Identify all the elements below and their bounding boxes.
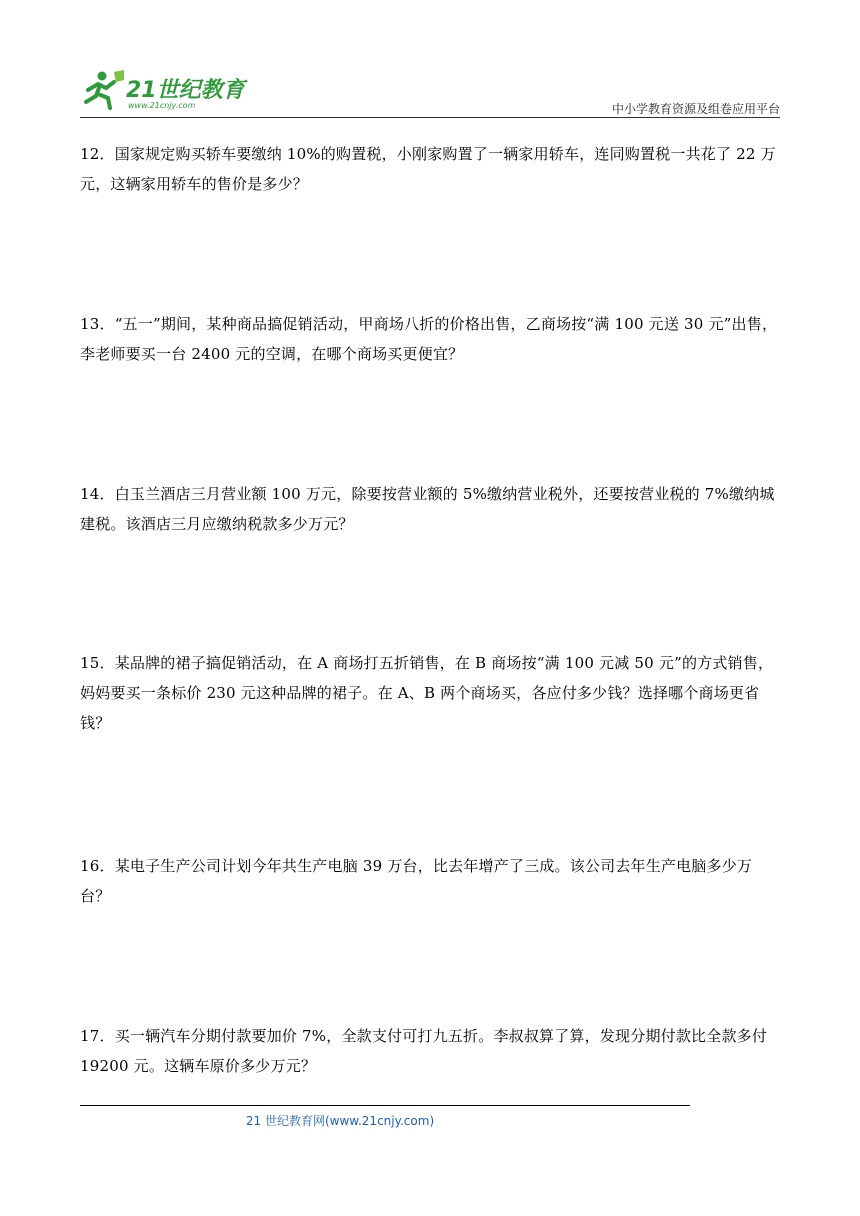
site-logo [80, 68, 250, 110]
question-number: 12． [80, 145, 115, 163]
question-text: 买一辆汽车分期付款要加价 7%，全款支付可打九五折。李叔叔算了算，发现分期付款比全款多付 19200 元。这辆车原价多少万元？ [80, 1027, 768, 1075]
page-header [80, 66, 780, 118]
question-text: 国家规定购买轿车要缴纳 10%的购置税，小刚家购置了一辆家用轿车，连同购置税一共花了 22 万元，这辆家用轿车的售价是多少？ [80, 145, 776, 193]
question-text: 白玉兰酒店三月营业额 100 万元，除要按营业额的 5%缴纳营业税外，还要按营业税的 7%缴纳城建税。该酒店三月应缴纳税款多少万元？ [80, 485, 775, 533]
question-13 [80, 309, 780, 369]
question-number: 16． [80, 857, 115, 875]
question-text: 某品牌的裙子搞促销活动，在 A 商场打五折销售，在 B 商场按“满 100 元减 50 元”的方式销售，妈妈要买一条标价 230 元这种品牌的裙子。在 A、B 两个商场买，各应付多少钱？选择哪个商场更省钱？ [80, 654, 774, 732]
header-platform-text: 中小学教育资源及组卷应用平台 [611, 102, 780, 116]
question-text: 某电子生产公司计划今年共生产电脑 39 万台，比去年增产了三成。该公司去年生产电脑多少万台？ [80, 857, 753, 905]
svg-text:www.21cnjy.com: www.21cnjy.com [128, 101, 196, 110]
question-12 [80, 139, 780, 199]
question-number: 15． [80, 654, 115, 672]
question-text: “五一”期间，某种商品搞促销活动，甲商场八折的价格出售，乙商场按“满 100 元送 30 元”出售，李老师要买一台 2400 元的空调，在哪个商场买更便宜？ [80, 315, 778, 363]
footer-link[interactable]: 21 世纪教育网(www.21cnjy.com) [245, 1114, 435, 1128]
question-number: 14． [80, 485, 115, 503]
question-14 [80, 479, 780, 539]
question-15 [80, 648, 780, 738]
question-17 [80, 1021, 780, 1081]
header-divider [80, 117, 780, 118]
question-number: 13． [80, 315, 115, 333]
svg-text:21世纪教育: 21世纪教育 [126, 78, 245, 103]
question-16 [80, 851, 780, 911]
footer-divider [80, 1105, 690, 1106]
question-number: 17． [80, 1027, 115, 1045]
